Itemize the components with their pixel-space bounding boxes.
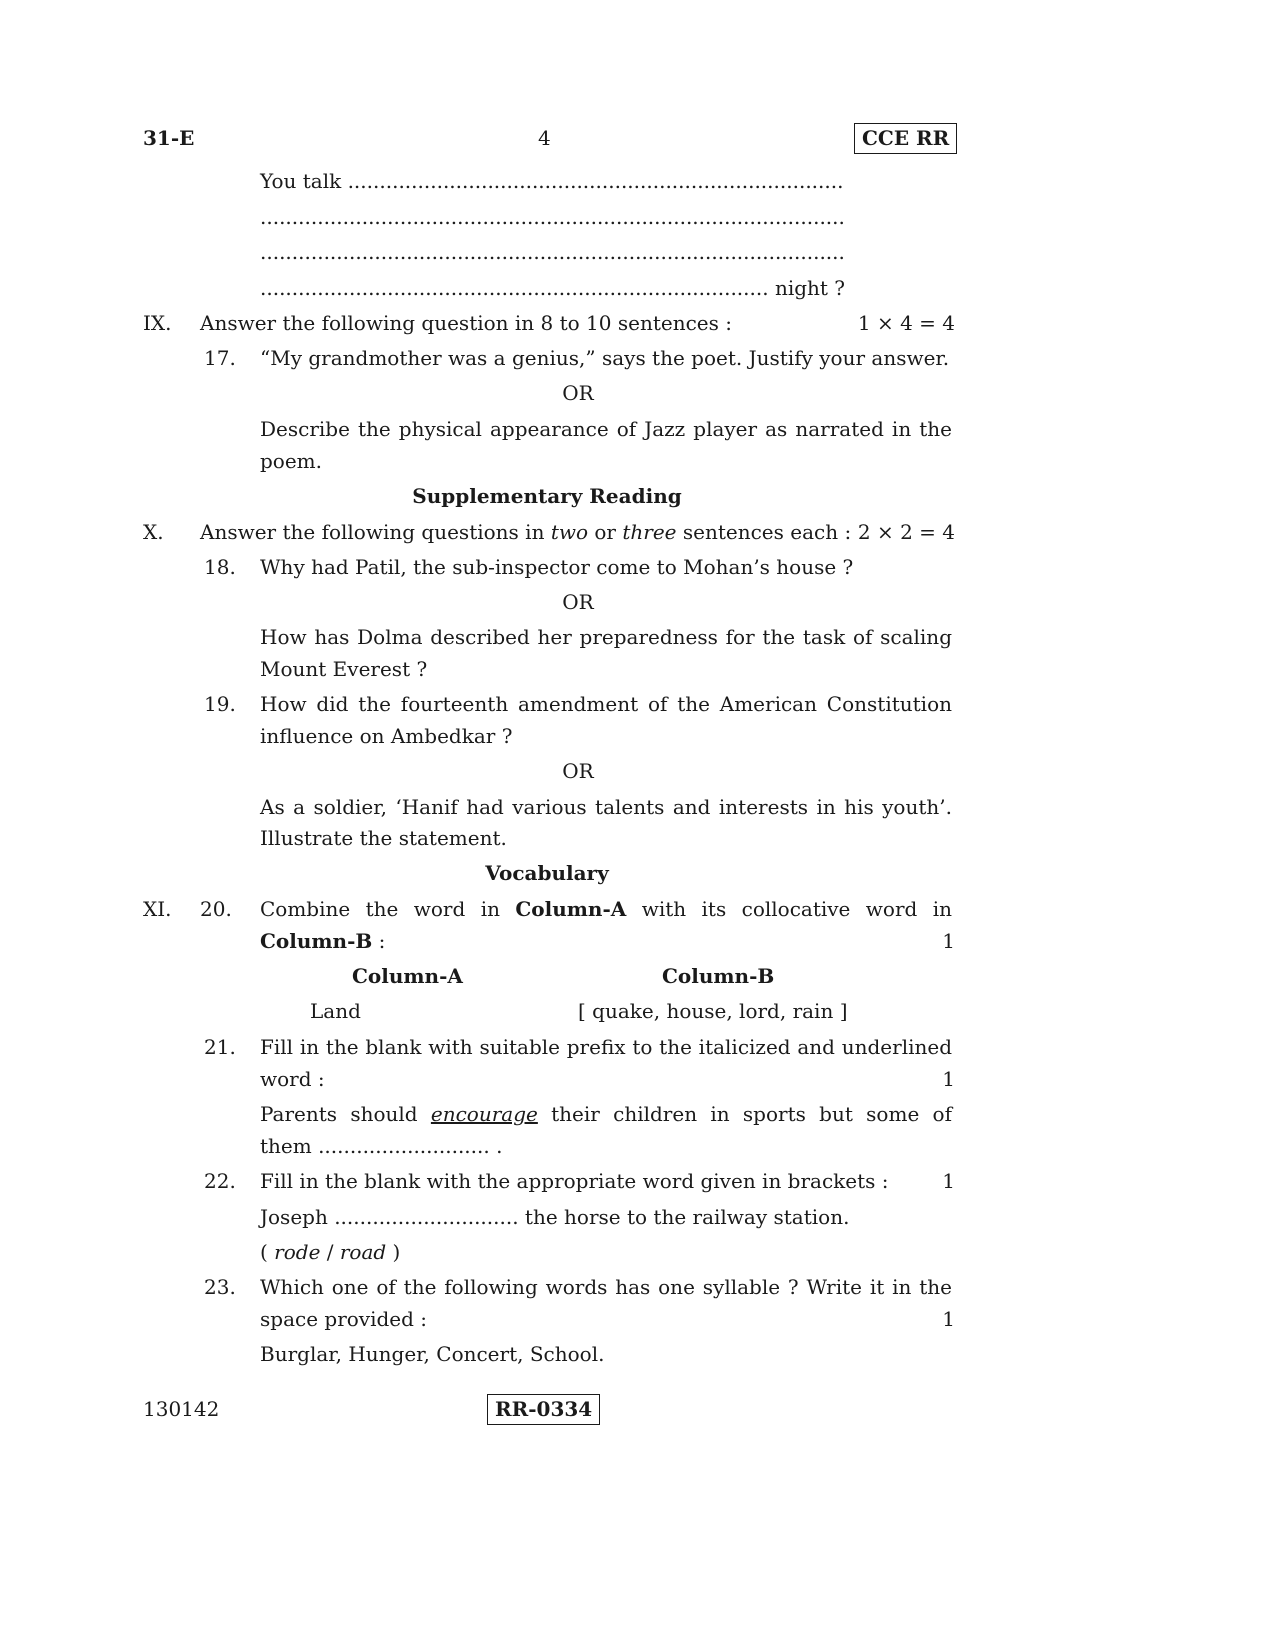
column-a-value: Land	[310, 999, 361, 1023]
paper-code: 31-E	[143, 126, 195, 150]
dotted-line: ............................................................................................	[260, 205, 845, 229]
dotted-line: ............................................................................................	[260, 240, 845, 264]
footer-code: 130142	[143, 1397, 220, 1421]
question-text: word :	[260, 1067, 325, 1091]
supplementary-reading-heading: Supplementary Reading	[412, 484, 682, 508]
column-a-heading: Column-A	[352, 964, 463, 988]
section-number: X.	[143, 520, 164, 544]
question-number: 19.	[204, 692, 236, 716]
section-marks: 1 × 4 = 4	[857, 311, 955, 335]
section-number: IX.	[143, 311, 172, 335]
question-text: Combine the word in Column-A with its collocative word in	[260, 897, 952, 921]
or-label: OR	[562, 590, 594, 614]
question-text: Why had Patil, the sub-inspector come to Mohan’s house ?	[260, 555, 854, 579]
question-number: 20.	[200, 897, 232, 921]
question-text: Fill in the blank with the appropriate word given in brackets :	[260, 1169, 889, 1193]
question-marks: 1	[942, 929, 955, 953]
question-number: 22.	[204, 1169, 236, 1193]
question-text: How did the fourteenth amendment of the American Constitution	[260, 692, 952, 716]
question-text: space provided :	[260, 1307, 428, 1331]
question-text: “My grandmother was a genius,” says the poet. Justify your answer.	[260, 346, 950, 370]
question-marks: 1	[942, 1169, 955, 1193]
question-text: influence on Ambedkar ?	[260, 724, 513, 748]
question-number: 23.	[204, 1275, 236, 1299]
or-label: OR	[562, 759, 594, 783]
rr-code-badge: RR-0334	[487, 1394, 600, 1425]
question-text: Column-B :	[260, 929, 386, 953]
question-marks: 1	[942, 1067, 955, 1091]
question-marks: 1	[942, 1307, 955, 1331]
question-text: As a soldier, ‘Hanif had various talents and interests in his youth’.	[260, 795, 952, 819]
vocabulary-heading: Vocabulary	[485, 861, 609, 885]
section-instruction: Answer the following question in 8 to 10 sentences :	[200, 311, 732, 335]
section-number: XI.	[143, 897, 172, 921]
question-sentence: Joseph ............................. the horse to the railway station.	[260, 1205, 850, 1229]
question-text: How has Dolma described her preparedness for the task of scaling	[260, 625, 952, 649]
section-marks: 2 × 2 = 4	[857, 520, 955, 544]
or-label: OR	[562, 381, 594, 405]
question-sentence: Parents should encourage their children in sports but some of	[260, 1102, 952, 1126]
dotted-line: You talk ..............................................................................	[260, 169, 844, 193]
dotted-line: ................................................................................ night ?	[260, 276, 846, 300]
question-number: 21.	[204, 1035, 236, 1059]
question-number: 18.	[204, 555, 236, 579]
column-b-value: [ quake, house, lord, rain ]	[578, 999, 848, 1023]
question-text: Which one of the following words has one syllable ? Write it in the	[260, 1275, 952, 1299]
column-b-heading: Column-B	[662, 964, 775, 988]
word-options: Burglar, Hunger, Concert, School.	[260, 1342, 605, 1366]
answer-options: ( rode / road )	[260, 1240, 401, 1264]
question-text: poem.	[260, 449, 323, 473]
page-number: 4	[538, 126, 551, 150]
section-instruction: Answer the following questions in two or three sentences each :	[200, 520, 852, 544]
question-text: Illustrate the statement.	[260, 826, 507, 850]
question-text: Mount Everest ?	[260, 657, 428, 681]
question-text: Fill in the blank with suitable prefix to the italicized and underlined	[260, 1035, 952, 1059]
question-number: 17.	[204, 346, 236, 370]
question-sentence: them ........................... .	[260, 1134, 503, 1158]
cce-rr-badge: CCE RR	[854, 123, 957, 154]
question-text: Describe the physical appearance of Jazz player as narrated in the	[260, 417, 952, 441]
